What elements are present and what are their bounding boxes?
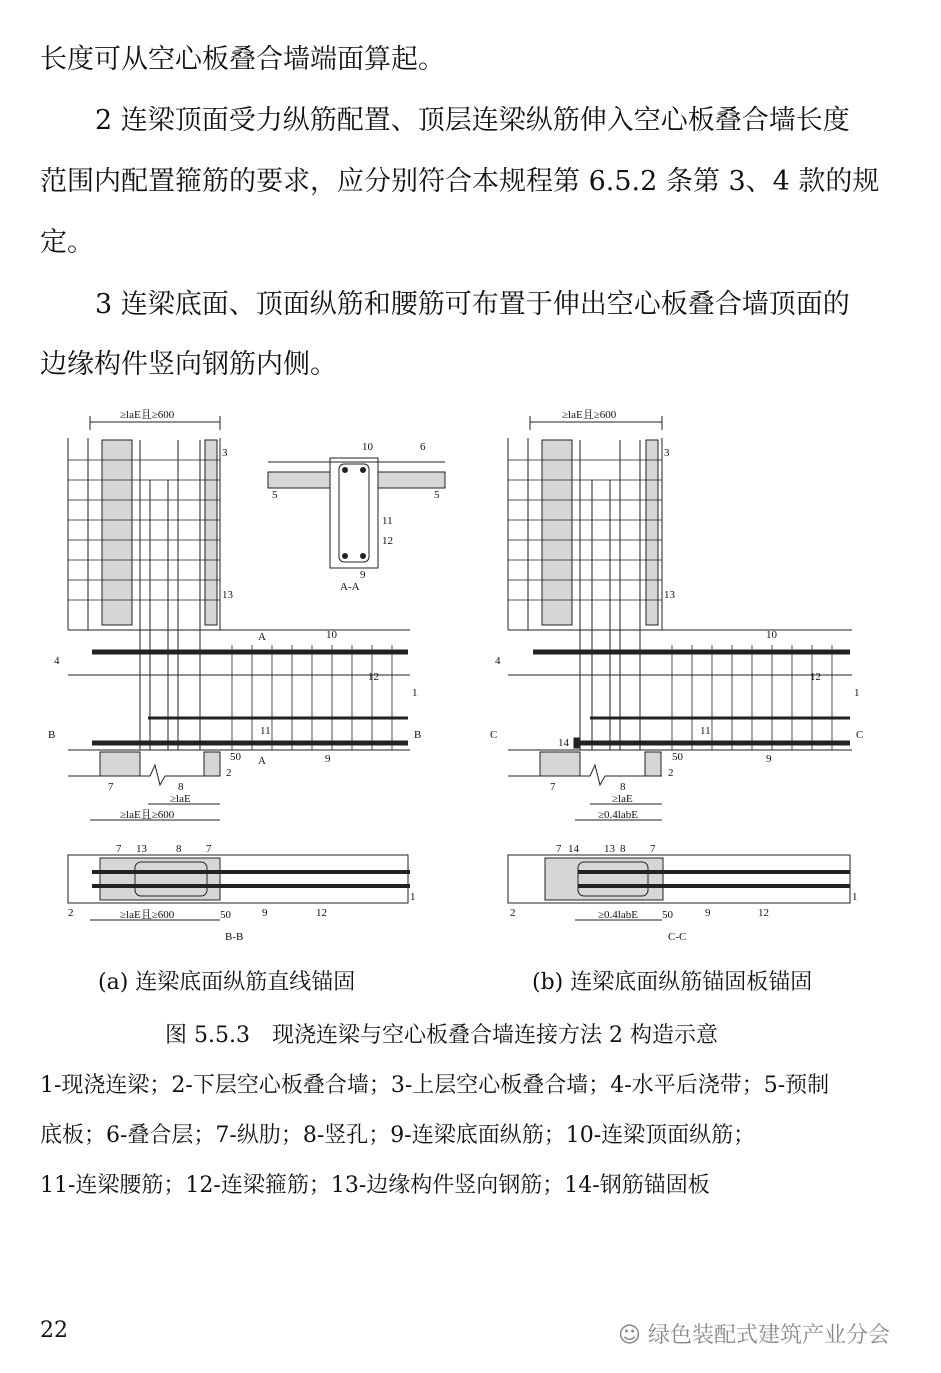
section-aa bbox=[268, 458, 445, 568]
section-aa-label: A-A bbox=[340, 581, 360, 593]
label-11-aa: 11 bbox=[382, 515, 393, 527]
label-8-cc: 8 bbox=[620, 843, 626, 855]
dim-la-b: ≥laE bbox=[612, 793, 633, 805]
label-13-cc: 13 bbox=[604, 843, 615, 855]
page-number: 22 bbox=[40, 1318, 68, 1343]
wechat-icon: ☺ bbox=[618, 1323, 648, 1348]
mark-a-bottom: A bbox=[258, 755, 266, 767]
label-9-cc: 9 bbox=[705, 907, 711, 919]
body-line-1: 长度可从空心板叠合墙端面算起。 bbox=[40, 44, 445, 75]
label-13-a: 13 bbox=[222, 589, 233, 601]
legend-line-1: 1-现浇连梁；2-下层空心板叠合墙；3-上层空心板叠合墙；4-水平后浇带；5-预制 bbox=[40, 1073, 830, 1098]
mark-a-top: A bbox=[258, 631, 266, 643]
dim-top-b: ≥laE且≥600 bbox=[562, 409, 617, 421]
dim-50-bb: 50 bbox=[220, 909, 231, 921]
label-12-b: 12 bbox=[810, 671, 821, 683]
label-11-a: 11 bbox=[260, 725, 271, 737]
mark-c-left: C bbox=[490, 729, 498, 741]
label-13-b: 13 bbox=[664, 589, 675, 601]
figure-caption: 图 5.5.3 现浇连梁与空心板叠合墙连接方法 2 构造示意 bbox=[165, 1023, 718, 1048]
label-7-a: 7 bbox=[108, 781, 114, 793]
dim-50-b: 50 bbox=[672, 751, 683, 763]
label-7-bb-left: 7 bbox=[116, 843, 122, 855]
legend-line-3: 11-连梁腰筋；12-连梁箍筋；13-边缘构件竖向钢筋；14-钢筋锚固板 bbox=[40, 1173, 710, 1198]
label-7-cc: 7 bbox=[556, 843, 562, 855]
label-14-cc: 14 bbox=[568, 843, 579, 855]
label-7-b: 7 bbox=[550, 781, 556, 793]
label-13-bb: 13 bbox=[136, 843, 147, 855]
label-6-aa: 6 bbox=[420, 441, 426, 453]
dim-50-cc: 50 bbox=[662, 909, 673, 921]
label-4-a: 4 bbox=[54, 655, 60, 667]
legend-line-2: 底板；6-叠合层；7-纵肋；8-竖孔；9-连梁底面纵筋；10-连梁顶面纵筋； bbox=[40, 1123, 756, 1148]
label-9-b: 9 bbox=[766, 753, 772, 765]
label-1-cc: 1 bbox=[852, 891, 858, 903]
mark-b-left: B bbox=[48, 729, 56, 741]
label-4-b: 4 bbox=[495, 655, 501, 667]
label-8-b: 8 bbox=[620, 781, 626, 793]
body-line-6: 边缘构件竖向钢筋内侧。 bbox=[40, 349, 337, 380]
label-2-b: 2 bbox=[668, 767, 674, 779]
label-5-aa-left: 5 bbox=[272, 489, 278, 501]
label-12-a: 12 bbox=[368, 671, 379, 683]
label-9-aa: 9 bbox=[360, 569, 366, 581]
label-11-b: 11 bbox=[700, 725, 711, 737]
label-12-aa: 12 bbox=[382, 535, 393, 547]
dim-04-cc: ≥0.4labE bbox=[598, 909, 638, 921]
body-line-5: 3 连梁底面、顶面纵筋和腰筋可布置于伸出空心板叠合墙顶面的 bbox=[95, 289, 850, 320]
label-2-cc: 2 bbox=[510, 907, 516, 919]
figure-drawing bbox=[0, 400, 941, 960]
label-14-b: 14 bbox=[558, 737, 569, 749]
label-10-b: 10 bbox=[766, 629, 777, 641]
label-2-a: 2 bbox=[226, 767, 232, 779]
section-bb-label: B-B bbox=[225, 931, 244, 943]
caption-b: (b) 连梁底面纵筋锚固板锚固 bbox=[532, 970, 813, 995]
caption-a: (a) 连梁底面纵筋直线锚固 bbox=[98, 970, 356, 995]
label-12-cc: 12 bbox=[758, 907, 769, 919]
mark-c-right: C bbox=[856, 729, 864, 741]
label-9-bb: 9 bbox=[262, 907, 268, 919]
dim-top-a: ≥laE且≥600 bbox=[120, 409, 175, 421]
label-2-bb: 2 bbox=[68, 907, 74, 919]
label-9-a: 9 bbox=[325, 753, 331, 765]
label-1-b: 1 bbox=[854, 687, 860, 699]
label-1-bb: 1 bbox=[410, 891, 416, 903]
dim-50-a: 50 bbox=[230, 751, 241, 763]
label-10-a: 10 bbox=[326, 629, 337, 641]
body-line-3: 范围内配置箍筋的要求，应分别符合本规程第 6.5.2 条第 3、4 款的规 bbox=[40, 166, 880, 197]
label-12-bb: 12 bbox=[316, 907, 327, 919]
label-7-cc-right: 7 bbox=[650, 843, 656, 855]
label-5-aa-right: 5 bbox=[434, 489, 440, 501]
dim-la600-a: ≥laE且≥600 bbox=[120, 809, 175, 821]
label-7-bb-right: 7 bbox=[206, 843, 212, 855]
label-10-aa: 10 bbox=[362, 441, 373, 453]
label-3-b: 3 bbox=[664, 447, 670, 459]
body-line-4: 定。 bbox=[40, 227, 94, 258]
watermark-text: 绿色装配式建筑产业分会 bbox=[647, 1323, 890, 1348]
label-8-bb: 8 bbox=[176, 843, 182, 855]
dim-04-b: ≥0.4labE bbox=[598, 809, 638, 821]
dim-la-a: ≥laE bbox=[170, 793, 191, 805]
body-line-2: 2 连梁顶面受力纵筋配置、顶层连梁纵筋伸入空心板叠合墙长度 bbox=[95, 105, 850, 136]
watermark bbox=[618, 1318, 890, 1349]
mark-b-right: B bbox=[414, 729, 422, 741]
dim-la600-bb: ≥laE且≥600 bbox=[120, 909, 175, 921]
label-1-a: 1 bbox=[412, 687, 418, 699]
label-8-a: 8 bbox=[178, 781, 184, 793]
figure-5-5-3 bbox=[0, 400, 941, 960]
label-3-a: 3 bbox=[222, 447, 228, 459]
section-cc-label: C-C bbox=[668, 931, 687, 943]
